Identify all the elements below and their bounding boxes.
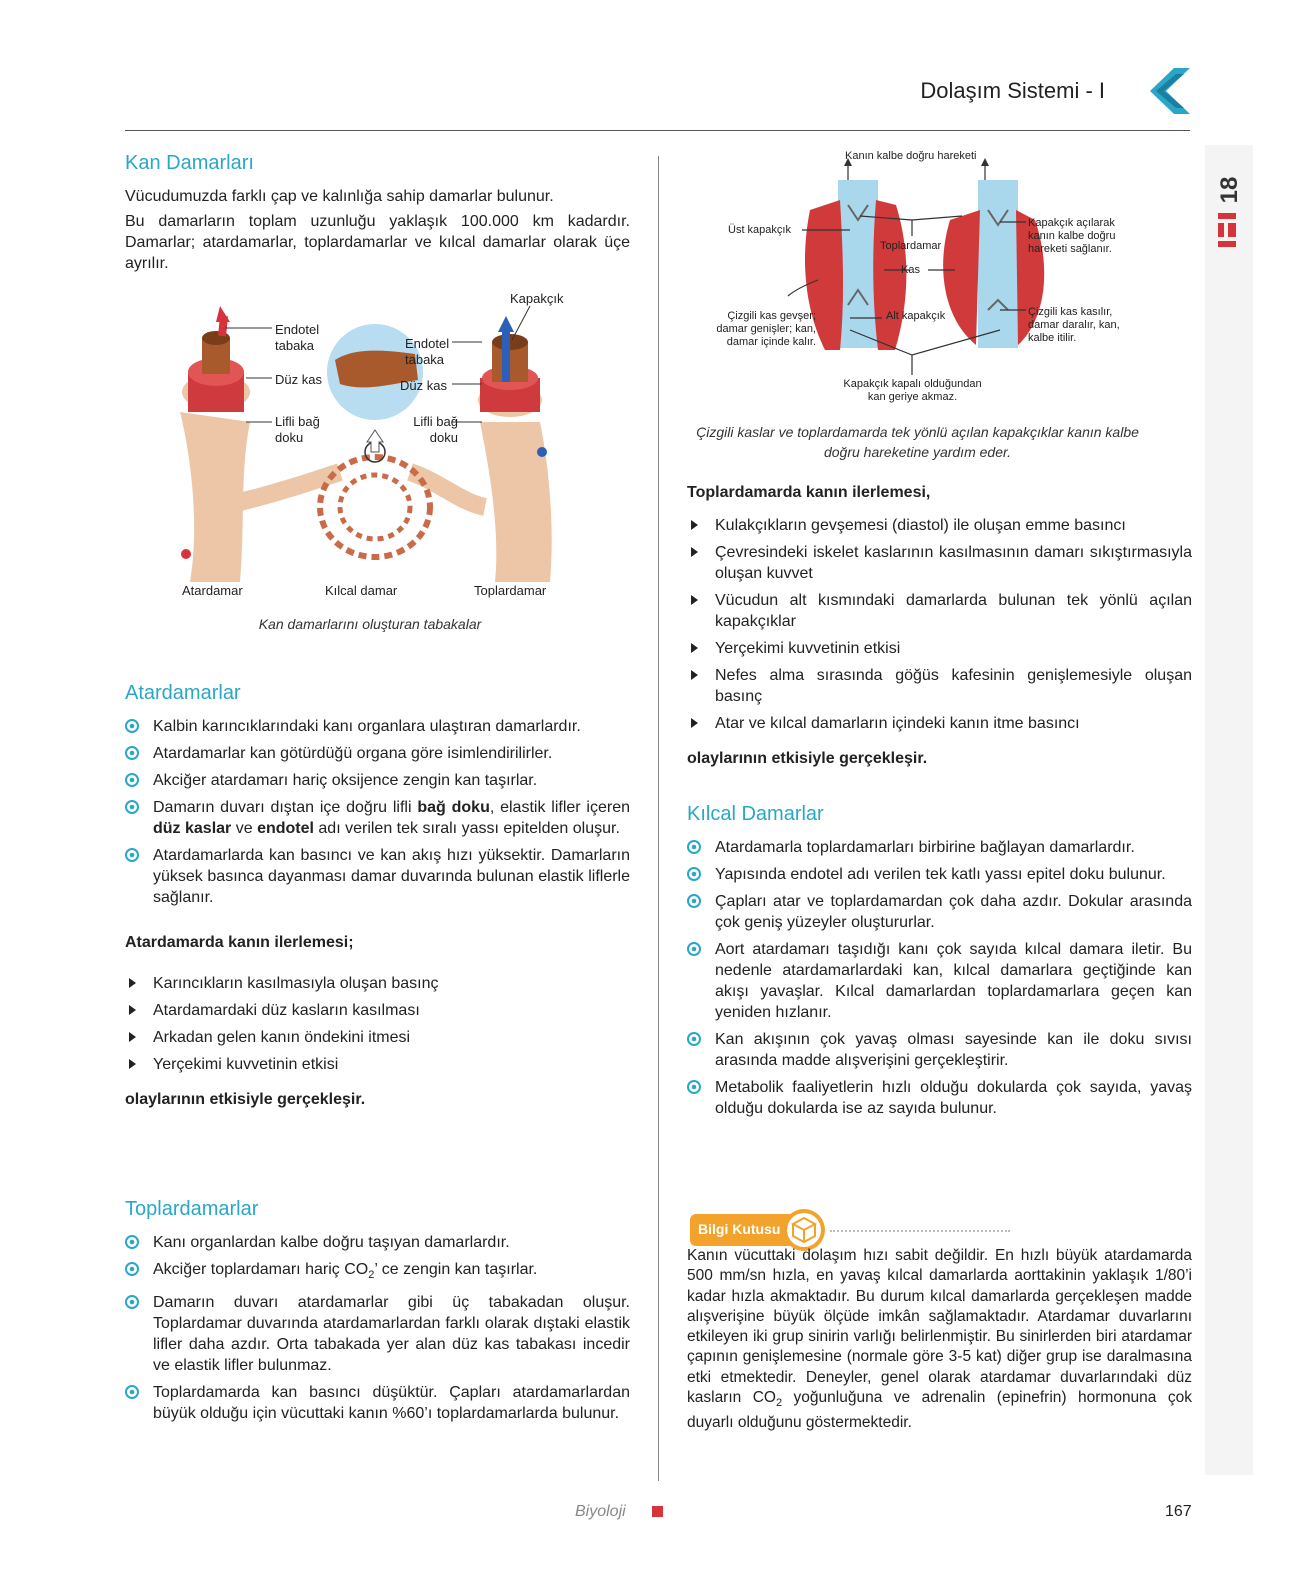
triangle-bullet-icon [129,978,136,988]
triangle-bullet-icon [129,1005,136,1015]
triangle-bullet-icon [691,547,698,557]
target-bullet-icon [125,800,139,814]
target-bullet-icon [125,1385,139,1399]
target-bullet-icon [125,1295,139,1309]
figure-label: Atardamar [182,583,243,598]
figure-label: Lifli bağ doku [413,414,458,445]
kilcal-section [687,801,1192,1125]
conclusion: olaylarının etkisiyle gerçekleşir. [125,1091,366,1108]
list-item: Arkadan gelen kanın öndekini itmesi [125,1027,630,1048]
info-box-text: Kanın vücuttaki dolaşım hızı sabit değildir. En hızlı büyük atardamarda 500 mm/sn hızla, en yavaş kılcal damarlarda aorttakinin yaklaşık 1/80’i kadar hızla akmaktadır. Bu durum kılcal damarlarda gerçekleşen madde alışverişine büyük ölçüde imkân sağlamaktadır. Atardamar duvarlarını etkileyen iki grup sinirin varlığı belirlenmiştir. Bu sinirlerden biri atardamar çapının genişlemesine (normale göre 3-5 kat) diğer grup ise daralmasına etki etmektedir. Deneyler, genel olarak atardamar duvarlarındaki düz kasların $CO_2$ yoğunluğuna ve adrenalin (epinefrin) hormonuna çok duyarlı olduğunu göstermektedir. [687,1247,1192,1432]
list-item: Damarın duvarı atardamarlar gibi üç tabakadan oluşur. Toplardamar duvarında atardamarlardan farklı olarak dıştaki elastik lifler daha azdır. Orta tabakada yer alan düz kas tabakası incedir ve elastik lifler bulunmaz. [125,1292,630,1376]
vein-valve-figure [700,150,1160,410]
figure-label: Düz kas [400,378,447,393]
figure-label: Lifli bağ doku [275,414,320,445]
list-item: Yerçekimi kuvvetinin etkisi [687,638,1192,659]
target-bullet-icon [687,1080,701,1094]
page-number: 167 [1165,1503,1192,1520]
side-tab [1205,145,1253,1475]
figure-label: Toplardamar [474,583,547,598]
toplardamarlar-section [125,1196,630,1430]
figure-label: Kapakçık açılarak kanın kalbe doğru hareketi sağlanır. [1028,217,1116,255]
list-item: Atardamarla toplardamarları birbirine bağlayan damarlardır. [687,837,1192,858]
figure-label: Kas [901,264,920,276]
figure-label: Toplardamar [880,240,942,252]
figure-caption: Kan damarlarını oluşturan tabakalar [258,616,482,632]
subheading: Toplardamarda kanın ilerlemesi, [687,484,931,501]
list-item: Vücudun alt kısmındaki damarlarda bulunan tek yönlü açılan kapakçıklar [687,590,1192,632]
footer-subject: Biyoloji [575,1503,626,1520]
figure-label: Alt kapakçık [886,310,946,322]
figure-caption: Çizgili kaslar ve toplardamarda tek yönlü açılan kapakçıklar kanın kalbe doğru hareketine yardım eder. [696,424,1139,460]
section-heading: Atardamarlar [125,682,241,704]
vein-shape [480,422,552,582]
list-item: Yerçekimi kuvvetinin etkisi [125,1054,630,1075]
list-item: Kanı organlardan kalbe doğru taşıyan damarlardır. [125,1232,630,1253]
figure-label: Endotel tabaka [275,322,320,353]
list-item: Çevresindeki iskelet kaslarının kasılmasının damarı sıkıştırmasıyla oluşan kuvvet [687,542,1192,584]
kan-damarlari-section [125,150,630,274]
target-bullet-icon [687,1032,701,1046]
chevron-left-icon [1150,68,1190,114]
figure-label: Kapakçık kapalı olduğundan kan geriye akmaz. [843,378,982,403]
vein-right [978,180,1018,348]
triangle-bullet-icon [691,670,698,680]
list-item: Kan akışının çok yavaş olması sayesinde kan ile doku sıvısı arasında madde alışverişini gerçekleştirir. [687,1029,1192,1071]
figure-label: Endotel tabaka [405,336,450,367]
paragraph: Vücudumuzda farklı çap ve kalınlığa sahip damarlar bulunur. [125,188,554,205]
list-item: Atar ve kılcal damarların içindeki kanın itme basıncı [687,713,1192,734]
toplardamar-ilerleme-section [687,482,1192,769]
list-item: Kulakçıkların gevşemesi (diastol) ile oluşan emme basıncı [687,515,1192,536]
subheading: Atardamarda kanın ilerlemesi; [125,934,354,951]
list-item: Metabolik faaliyetlerin hızlı olduğu dokularda çok sayıda, yavaş olduğu dokularda ise az sayıda bulunur. [687,1077,1192,1119]
triangle-bullet-icon [129,1059,136,1069]
target-bullet-icon [687,840,701,854]
side-tab-label [1205,150,1253,260]
conclusion: olaylarının etkisiyle gerçekleşir. [687,750,928,767]
list-item: Atardamarlar kan götürdüğü organa göre isimlendirilirler. [125,743,630,764]
section-heading: Kılcal Damarlar [687,803,824,825]
list-item: Damarın duvarı dıştan içe doğru lifli bağ doku, elastik lifler içeren düz kaslar ve endotel adı verilen tek sıralı yassı epitelden oluşur. [125,797,630,839]
section-heading: Toplardamarlar [125,1198,259,1220]
info-box-label: Bilgi Kutusu [698,1221,781,1237]
figure-label: Kapakçık [510,291,564,306]
target-bullet-icon [687,894,701,908]
blood-vessels-figure [180,292,580,610]
target-bullet-icon [125,1235,139,1249]
vein-left [838,180,878,348]
target-bullet-icon [687,867,701,881]
target-bullet-icon [125,746,139,760]
atardamarlar-section [125,680,630,1110]
figure-label: Kılcal damar [325,583,398,598]
triangle-bullet-icon [691,718,698,728]
target-bullet-icon [125,1262,139,1276]
list-item: Toplardamarda kan basıncı düşüktür. Çapları atardamarlardan büyük olduğu için vücuttaki kanın %60’ı toplardamarlarda bulunur. [125,1382,630,1424]
triangle-bullet-icon [691,595,698,605]
side-number: 18 [1216,176,1243,204]
list-item: Atardamarlarda kan basıncı ve kan akış hızı yüksektir. Damarların yüksek basınca dayanması damar duvarında bulunan elastik liflerle sağlanır. [125,845,630,908]
list-item: Akciğer atardamarı hariç oksijence zengin kan taşırlar. [125,770,630,791]
figure-label: Çizgili kas kasılır, damar daralır, kan, kalbe itilir. [1028,306,1120,344]
list-item: Aort atardamarı taşıdığı kanı çok sayıda kılcal damara iletir. Bu nedenle atardamarlardaki kan, kılcal damarlara geçtiğinde kan akışı yavaşlar. Kılcal damarlardan toplardamarlara geçen kan yeniden hızlanır. [687,939,1192,1023]
target-bullet-icon [125,773,139,787]
triangle-bullet-icon [691,520,698,530]
column-divider [658,156,659,1481]
triangle-bullet-icon [691,643,698,653]
list-item: Atardamardaki düz kasların kasılması [125,1000,630,1021]
figure-label: Kanın kalbe doğru hareketi [845,150,977,162]
list-item: Akciğer toplardamarı hariç $CO_2$’ ce zengin kan taşırlar. [125,1259,630,1286]
figure-label: Çizgili kas gevşer; damar genişler; kan, damar içinde kalır. [716,310,816,348]
paragraph: Bu damarların toplam uzunluğu yaklaşık 100.000 km kadardır. Damarlar; atardamarlar, toplardamarlar ve kılcal damarlar olarak üçe ayrılır. [125,213,630,272]
list-item: Çapları atar ve toplardamardan çok daha azdır. Dokular arasında çok geniş yüzeyler oluştururlar. [687,891,1192,933]
chapter-title: Dolaşım Sistemi - I [920,78,1105,103]
figure-label: Düz kas [275,372,322,387]
target-bullet-icon [125,848,139,862]
section-heading: Kan Damarları [125,152,254,174]
footer-square [652,1506,663,1517]
list-item: Kalbin karıncıklarındaki kanı organlara ulaştıran damarlardır. [125,716,630,737]
list-item: Yapısında endotel adı verilen tek katlı yassı epitel doku bulunur. [687,864,1192,885]
header-rule [125,130,1190,131]
triangle-bullet-icon [129,1032,136,1042]
list-item: Karıncıkların kasılmasıyla oluşan basınç [125,973,630,994]
list-item: Nefes alma sırasında göğüs kafesinin genişlemesiyle oluşan basınç [687,665,1192,707]
target-bullet-icon [687,942,701,956]
figure-label: Üst kapakçık [728,224,791,236]
target-bullet-icon [125,719,139,733]
